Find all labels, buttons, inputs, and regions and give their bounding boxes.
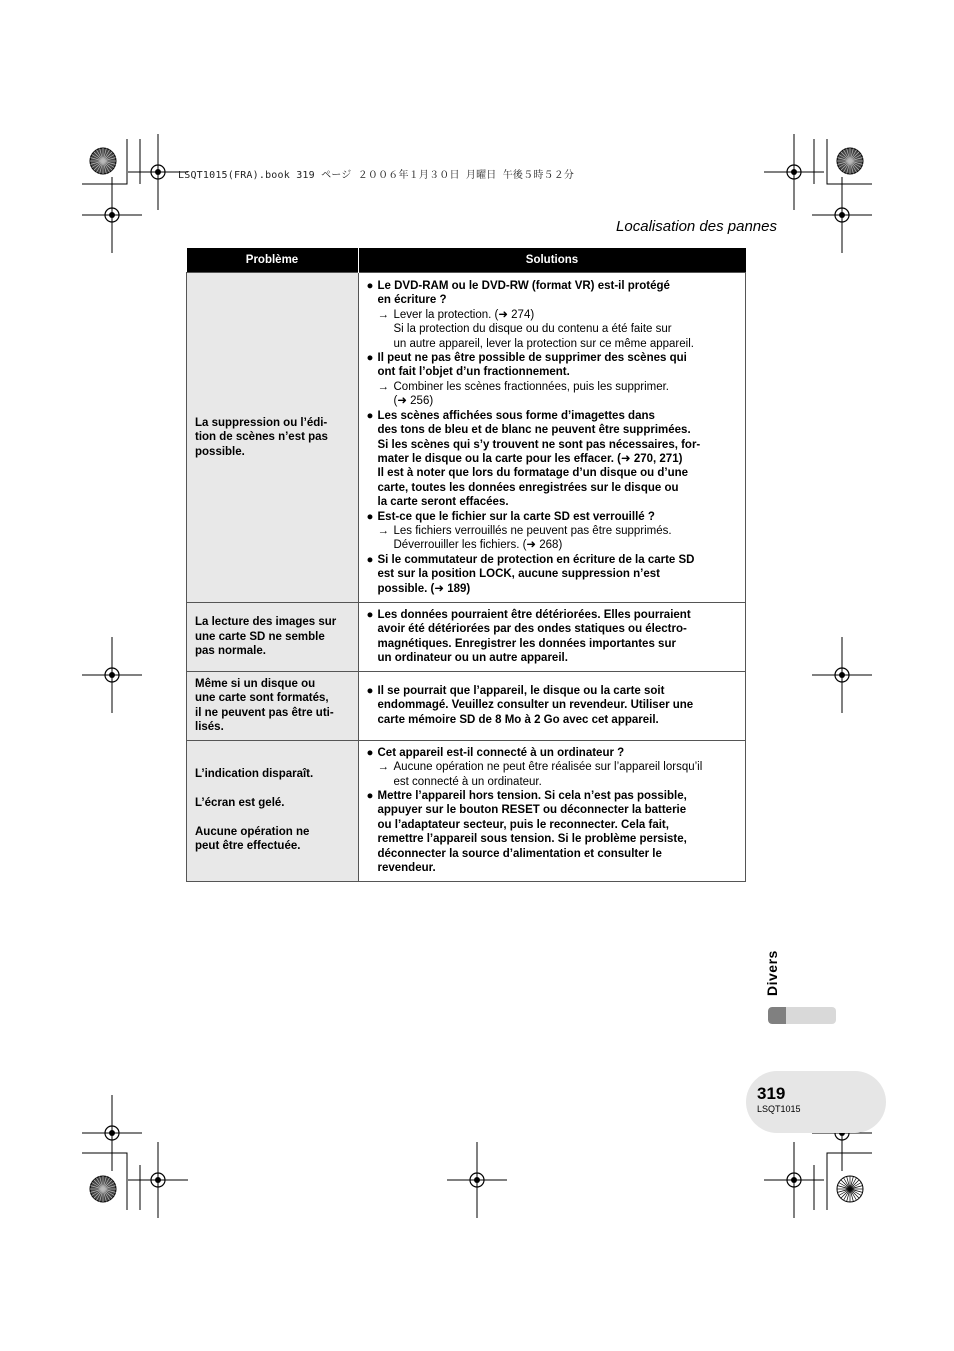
solution-item xyxy=(367,279,740,351)
solution-question: Il peut ne pas être possible de supprimer des scènes qui ont fait l’objet d’un fractionnement. xyxy=(377,352,687,379)
solution-item xyxy=(367,684,740,727)
solution-question: Les données pourraient être détériorées. Elles pourraient avoir été détériorées par des ondes statiques ou électro- magnétiques. Enregistrer les données importantes sur un ordinateur ou un autre appareil. xyxy=(377,609,691,665)
crosshair-dot xyxy=(791,1177,797,1183)
section-tab-indicator xyxy=(768,1007,786,1024)
solution-cell xyxy=(358,603,746,672)
table-body xyxy=(187,273,746,882)
solution-answer xyxy=(378,760,740,789)
crosshair-dot xyxy=(155,169,161,175)
bullet-icon: ● xyxy=(366,409,374,422)
solution-cell xyxy=(358,671,746,740)
side-tab-label: Divers xyxy=(764,950,780,996)
arrow-icon: → xyxy=(377,308,389,321)
solution-answer-text: Combiner les scènes fractionnées, puis les supprimer. (➜ 256) xyxy=(393,380,669,408)
solution-item xyxy=(367,608,740,666)
problem-text: Même si un disque ou une carte sont formatés, il ne peuvent pas être uti- lisés. xyxy=(195,677,334,734)
bullet-icon: ● xyxy=(366,280,374,293)
solution-item xyxy=(367,789,740,875)
section-tab-bar xyxy=(768,1007,836,1024)
solution-answer-text: Les fichiers verrouillés ne peuvent pas être supprimés. Déverrouiller les fichiers. (➜ 268) xyxy=(393,524,672,552)
solution-item xyxy=(367,409,740,510)
arrow-icon: → xyxy=(377,761,389,774)
problem-cell xyxy=(187,603,359,672)
table-row xyxy=(187,671,746,740)
bullet-icon: ● xyxy=(366,352,374,365)
problem-text: L’écran est gelé. xyxy=(195,797,285,810)
bullet-icon: ● xyxy=(366,553,374,566)
bullet-icon: ● xyxy=(366,609,374,621)
crosshair-dot xyxy=(109,212,115,218)
table-row xyxy=(187,273,746,603)
solution-item xyxy=(367,746,740,789)
problem-cell xyxy=(187,740,359,881)
arrow-icon: → xyxy=(377,380,389,393)
bullet-icon: ● xyxy=(366,746,374,759)
problem-text: La suppression ou l’édi- tion de scènes n’est pas possible. xyxy=(195,416,328,458)
problem-text: L’indication disparaît. xyxy=(195,768,314,781)
crosshair-dot xyxy=(109,1130,115,1136)
bullet-icon: ● xyxy=(366,790,374,803)
header-probleme: Problème xyxy=(187,248,359,273)
crosshair-dot xyxy=(791,169,797,175)
crosshair-dot xyxy=(474,1177,480,1183)
crosshair-dot xyxy=(839,672,845,678)
solution-answer-text: Aucune opération ne peut être réalisée sur l’appareil lorsqu’il est connecté à un ordinateur. xyxy=(393,761,703,788)
problem-cell xyxy=(187,273,359,603)
solution-cell xyxy=(358,273,746,603)
table-row xyxy=(187,603,746,672)
solution-item xyxy=(367,553,740,596)
troubleshooting-table xyxy=(186,248,746,882)
section-title: Localisation des pannes xyxy=(616,218,777,235)
solution-answer-text: Lever la protection. (➜ 274) Si la protection du disque ou du contenu a été faite sur un autre appareil, lever la protection sur ce même appareil. xyxy=(393,308,694,350)
crosshair-dot xyxy=(155,1177,161,1183)
solution-question: Les scènes affichées sous forme d’imagettes dans des tons de bleu et de blanc ne peuvent être supprimées. Si les scènes qui s’y trouvent ne sont pas nécessaires, for- mater le disque ou la carte pour les effacer. (➜ 270, 271) Il est à noter que lors du formatage d’un disque ou d’une carte, toutes les données enregistrées sur le disque ou la carte seront effacées. xyxy=(377,409,701,509)
problem-cell xyxy=(187,671,359,740)
problem-text: Aucune opération ne peut être effectuée. xyxy=(195,826,310,853)
table-row xyxy=(187,740,746,881)
page-code: LSQT1015 xyxy=(757,1104,801,1114)
solution-cell xyxy=(358,740,746,881)
solution-question: Le DVD-RAM ou le DVD-RW (format VR) est-il protégé en écriture ? xyxy=(377,280,670,307)
page-number: 319 xyxy=(757,1084,786,1103)
solution-question: Cet appareil est-il connecté à un ordinateur ? xyxy=(377,746,625,759)
solution-item xyxy=(367,351,740,409)
solution-answer xyxy=(378,308,740,351)
print-header: LSQT1015(FRA).book 319 ページ ２００６年１月３０日 月曜日 午後５時５２分 xyxy=(178,170,575,181)
bullet-icon: ● xyxy=(366,685,374,698)
solution-question: Il se pourrait que l’appareil, le disque ou la carte soit endommagé. Veuillez consulter un revendeur. Utiliser une carte mémoire SD de 8 Mo à 2 Go avec cet appareil. xyxy=(377,685,694,726)
crosshair-dot xyxy=(109,672,115,678)
header-solutions: Solutions xyxy=(358,248,746,273)
solution-answer xyxy=(378,380,740,409)
solution-question: Est-ce que le fichier sur la carte SD est verrouillé ? xyxy=(377,510,655,523)
solution-answer xyxy=(378,524,740,553)
problem-text: La lecture des images sur une carte SD ne semble pas normale. xyxy=(195,616,337,658)
bullet-icon: ● xyxy=(366,510,374,523)
solution-question: Si le commutateur de protection en écriture de la carte SD est sur la position LOCK, aucune suppression n’est possible. (➜ 189) xyxy=(377,553,695,595)
solution-item xyxy=(367,510,740,553)
solution-question: Mettre l’appareil hors tension. Si cela n’est pas possible, appuyer sur le bouton RESET ou déconnecter la batterie ou l’adaptateur secteur, puis le reconnecter. Cela fait, remettre l’appareil sous tension. Si le problème persiste, déconnecter la source d’alimentation et consulter le revendeur. xyxy=(377,790,687,875)
arrow-icon: → xyxy=(377,524,389,537)
crosshair-dot xyxy=(839,212,845,218)
